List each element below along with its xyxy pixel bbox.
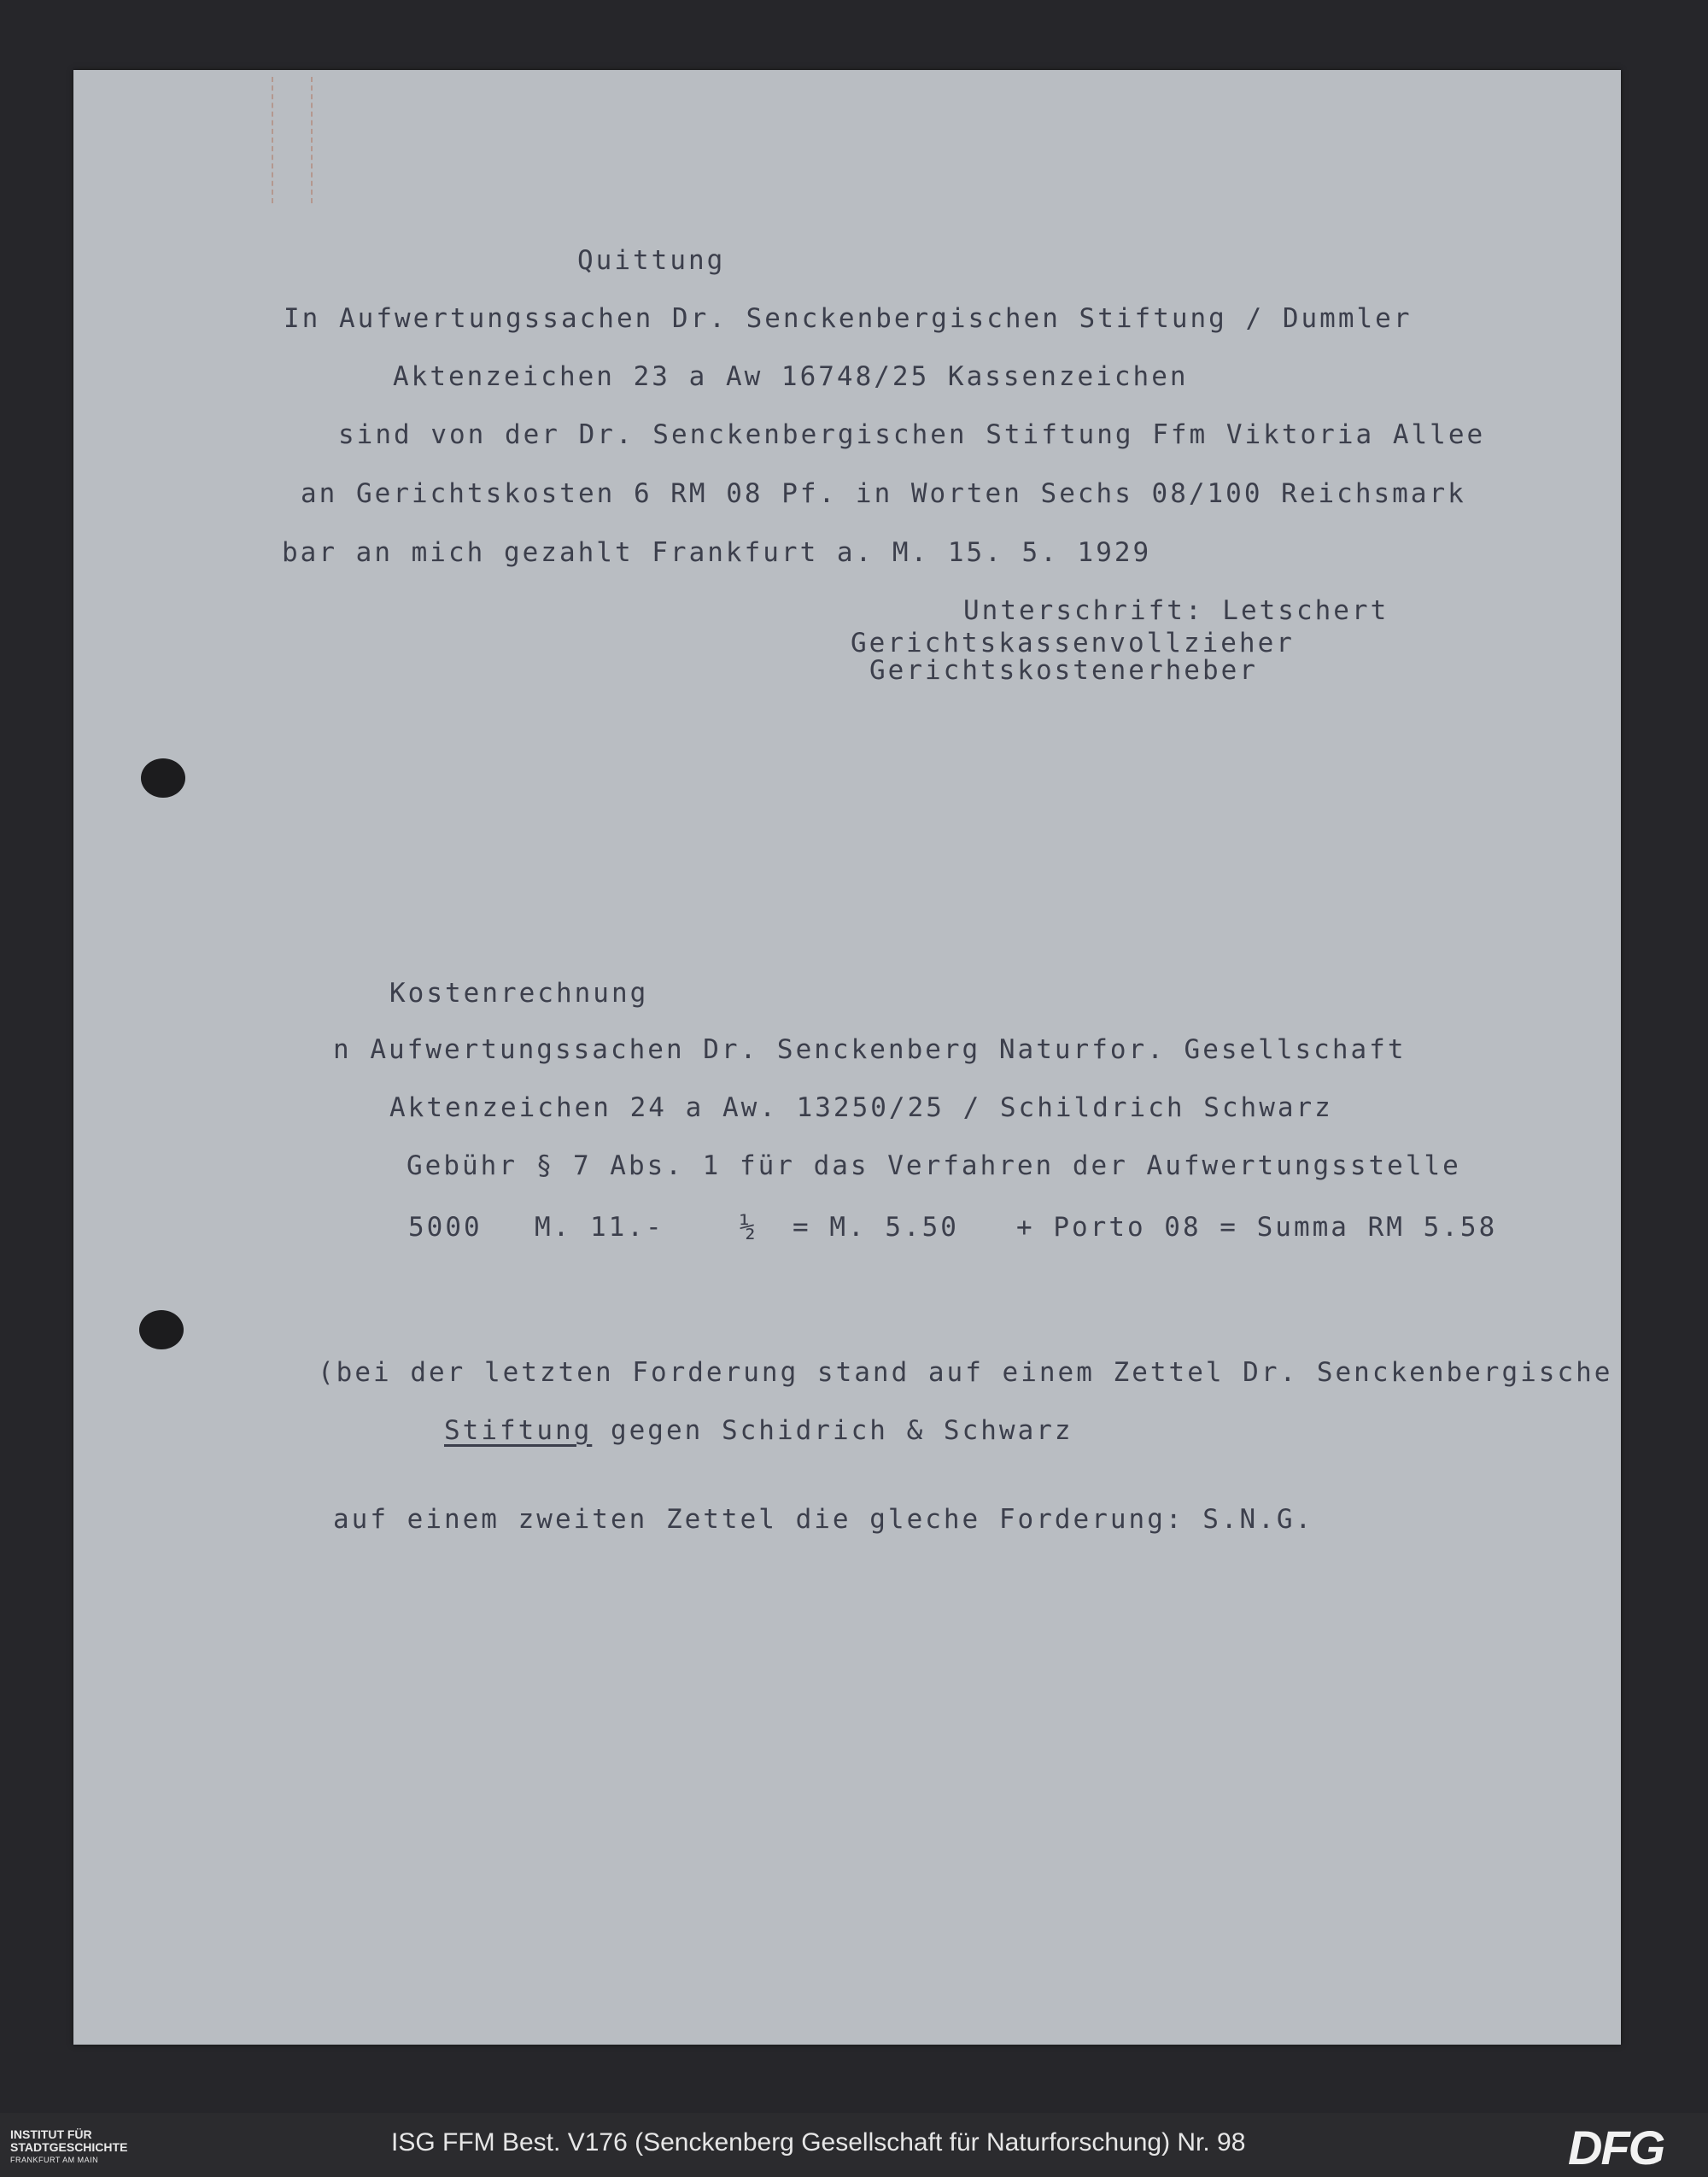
- note-line: (bei der letzten Forderung stand auf einem Zettel Dr. Senckenbergische: [318, 1357, 1613, 1388]
- receipt-signature: Unterschrift: Letschert: [963, 595, 1389, 626]
- cost-line: n Aufwertungssachen Dr. Senckenberg Naturfor. Gesellschaft: [333, 1034, 1407, 1065]
- cost-heading: Kostenrechnung: [389, 978, 649, 1009]
- institute-name-line: STADTGESCHICHTE: [10, 2140, 128, 2154]
- receipt-line: bar an mich gezahlt Frankfurt a. M. 15. 5. 1929: [282, 537, 1152, 568]
- punch-hole-bottom: [139, 1310, 184, 1349]
- note-line-2-rest: gegen Schidrich & Schwarz: [592, 1415, 1073, 1446]
- cost-line: Aktenzeichen 24 a Aw. 13250/25 / Schildrich Schwarz: [389, 1092, 1333, 1123]
- punch-hole-top: [141, 758, 185, 798]
- receipt-role: Gerichtskostenerheber: [869, 655, 1258, 686]
- dfg-logo: DFG: [1568, 2121, 1664, 2174]
- receipt-role: Gerichtskassenvollzieher: [851, 628, 1295, 658]
- note-underlined-word: Stiftung: [444, 1415, 593, 1446]
- institute-city: FRANKFURT AM MAIN: [10, 2156, 99, 2164]
- cost-calc-fraction: ½: [740, 1212, 758, 1243]
- institute-name-line: INSTITUT FÜR: [10, 2127, 92, 2141]
- receipt-line: In Aufwertungssachen Dr. Senckenbergischen Stiftung / Dummler: [284, 303, 1413, 334]
- note-line: auf einem zweiten Zettel die gleche Forderung: S.N.G.: [333, 1504, 1314, 1535]
- cost-calc-porto-sum: + Porto 08 = Summa RM 5.58: [1016, 1212, 1498, 1243]
- receipt-line: Aktenzeichen 23 a Aw 16748/25 Kassenzeichen: [393, 361, 1189, 392]
- cost-calc-result: = M. 5.50: [793, 1212, 959, 1243]
- cost-calc-amount: 5000: [408, 1212, 483, 1243]
- institute-logo: [10, 2128, 127, 2167]
- cost-calc-fee: M. 11.-: [535, 1212, 664, 1243]
- receipt-line: an Gerichtskosten 6 RM 08 Pf. in Worten Sechs 08/100 Reichsmark: [301, 478, 1466, 509]
- note-line-2: [444, 1415, 1073, 1446]
- staple-marks: [272, 77, 313, 203]
- cost-line: Gebühr § 7 Abs. 1 für das Verfahren der Aufwertungsstelle: [407, 1150, 1461, 1181]
- receipt-line: sind von der Dr. Senckenbergischen Stiftung Ffm Viktoria Allee: [338, 419, 1486, 450]
- archive-footer: [0, 2113, 1708, 2177]
- receipt-heading: Quittung: [577, 245, 726, 276]
- archive-reference: ISG FFM Best. V176 (Senckenberg Gesellschaft für Naturforschung) Nr. 98: [391, 2128, 1246, 2157]
